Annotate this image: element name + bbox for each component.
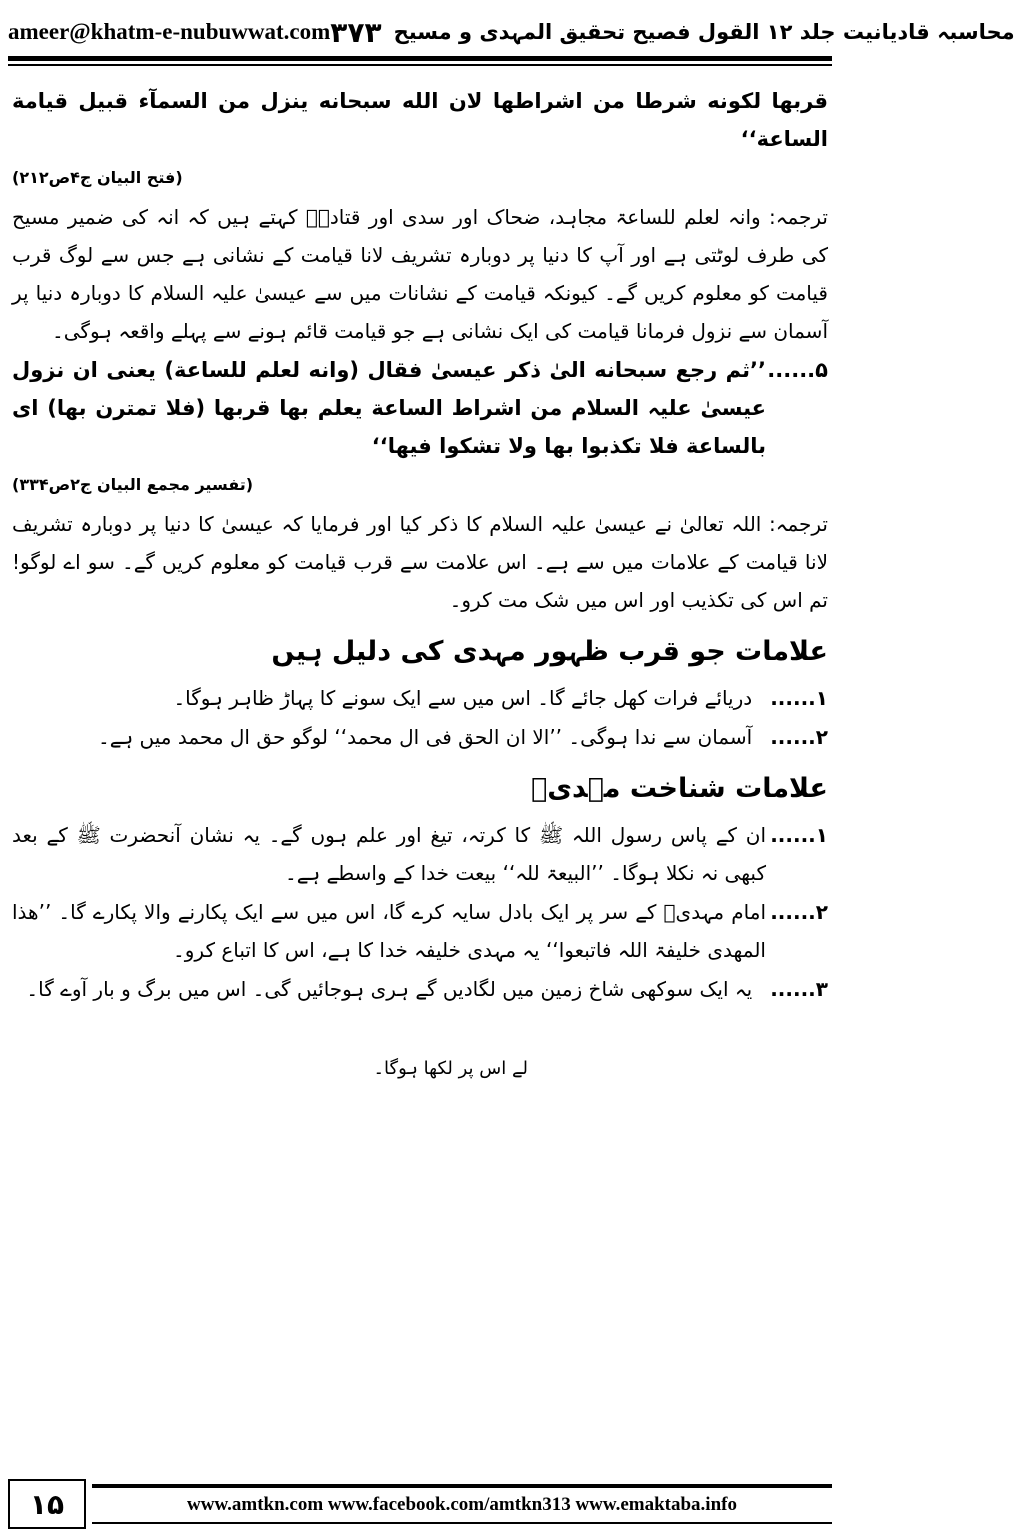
footer-bar	[92, 1484, 832, 1524]
page-footer	[8, 1478, 832, 1530]
list-item-text: دریائے فرات کھل جائے گا۔ اس میں سے ایک سونے کا پہاڑ ظاہر ہوگا۔	[173, 686, 753, 710]
footer-links: www.amtkn.com www.facebook.com/amtkn313 www.emaktaba.info	[187, 1494, 737, 1515]
arabic-quote-1: قربها لكونه شرطا من اشراطها لان الله سبحانه ينزل من السمآء قبيل قيامة الساعة‘‘	[12, 89, 828, 151]
item-number: ۵......	[767, 358, 828, 382]
reference-2-line	[12, 466, 828, 504]
translation-1: ترجمہ: وانہ لعلم للساعۃ مجاہد، ضحاک اور سدی اور قتادہؒ کہتے ہیں کہ انہ کی ضمیر مسیح کی طرف لوٹتی ہے اور آپ کا دنیا پر دوبارہ تشریف لانا قیامت کے نشانی ہے جس سے لوگ قرب قیامت کو معلوم کریں گے۔ کیونکہ قیامت کے نشانات میں سے عیسیٰ علیہ السلام کا دوبارہ دنیا پر آسمان سے نزول فرمانا قیامت کی ایک نشانی ہے جو قیامت قائم ہونے سے پہلے واقعہ ہوگی۔	[12, 205, 828, 343]
footer-page-number: ۱۵	[8, 1479, 86, 1529]
section-heading-1: علامات جو قرب ظہور مہدی کی دلیل ہیں	[271, 636, 828, 667]
arabic-quote-1-block	[12, 82, 828, 158]
list-item-text: ان کے پاس رسول اللہ ﷺ کا کرتہ، تیغ اور علم ہوں گے۔ یہ نشان آنحضرت ﷺ کے بعد کبھی نہ نکلا ہوگا۔ ’’البیعۃ للہ‘‘ بیعت خدا کے واسطے ہے۔	[12, 823, 766, 885]
arabic-quote-2: ’’ثم رجع سبحانه الىٰ ذكر عيسىٰ فقال (وانه لعلم للساعة) يعنى ان نزول عيسىٰ علیہ السلام من اشراط الساعة يعلم بها قربها (فلا تمترن بها) اى بالساعة فلا تكذبوا بها ولا تشكوا فيها‘‘	[12, 358, 766, 458]
item-number: ۲......	[770, 725, 828, 749]
header-title: محاسبہ قادیانیت جلد ۱۲ القول فصیح تحقیق المہدی و مسیح	[393, 20, 1015, 44]
list-item	[12, 816, 828, 892]
header-right	[330, 16, 1014, 49]
item-number: ۱......	[770, 823, 828, 847]
quote-item-5	[12, 351, 828, 465]
header-email: ameer@khatm-e-nubuwwat.com	[8, 19, 331, 44]
header-rule-thin	[8, 64, 832, 66]
page-header	[8, 12, 1015, 52]
list-item-text: یہ ایک سوکھی شاخ زمین میں لگادیں گے ہری ہوجائیں گی۔ اس میں برگ و بار آوے گا۔	[26, 977, 753, 1001]
list-item-text: امام مہدیؑ کے سر پر ایک بادل سایہ کرے گا، اس میں سے ایک پکارنے والا پکارے گا۔ ’’ھذا المھدی خلیفۃ اللہ فاتبعوا‘‘ یہ مہدی خلیفہ خدا کا ہے، اس کا اتباع کرو۔	[12, 900, 766, 962]
reference-2: (تفسیر مجمع البیان ج۲ص۳۳۴)	[12, 475, 254, 494]
header-page-number: ٣٧٣	[330, 15, 382, 49]
list-item	[12, 679, 828, 717]
item-number: ۲......	[770, 900, 828, 924]
list-item	[12, 893, 828, 969]
list-item	[12, 718, 828, 756]
reference-1-line	[12, 159, 828, 197]
reference-1: (فتح البیان ج۴ص۲۱۲)	[12, 168, 183, 187]
item-number: ۱......	[770, 686, 828, 710]
item-number: ۳......	[770, 977, 828, 1001]
page-body	[12, 82, 828, 1442]
translation-2: ترجمہ: اللہ تعالیٰ نے عیسیٰ علیہ السلام کا ذکر کیا اور فرمایا کہ عیسیٰ کا دنیا پر دوبارہ تشریف لانا قیامت کے علامات میں سے ہے۔ اس علامت سے قرب قیامت کو معلوم کریں گے۔ سو اے لوگو! تم اس کی تکذیب اور اس میں شک مت کرو۔	[12, 512, 828, 612]
section-heading-2: علامات شناخت مہدیؑ	[531, 773, 828, 804]
header-rule-thick	[8, 56, 832, 61]
footnote: لے اس پر لکھا ہوگا۔	[373, 1058, 528, 1079]
list-item	[12, 970, 828, 1008]
list-item-text: آسمان سے ندا ہوگی۔ ’’الا ان الحق فی ال محمد‘‘ لوگو حق ال محمد میں ہے۔	[98, 725, 753, 749]
